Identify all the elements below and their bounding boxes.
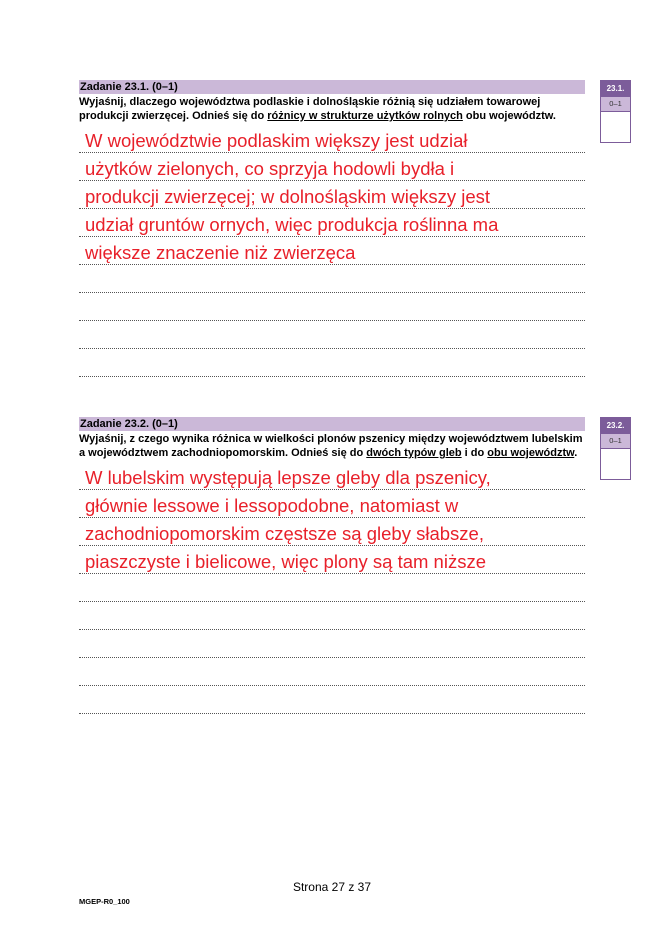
score-range: 0–1 (601, 433, 630, 448)
answer-line: zachodniopomorskim częstsze są gleby słabsze, (85, 523, 484, 544)
task-header: Zadanie 23.2. (0–1) (79, 417, 585, 431)
task-23-1 (79, 80, 585, 377)
score-range: 0–1 (601, 96, 630, 111)
answer-line: większe znaczenie niż zwierzęca (85, 242, 356, 263)
handwritten-answer (85, 127, 585, 267)
document-code: MGEP-R0_100 (79, 897, 130, 906)
answer-area[interactable] (79, 125, 585, 377)
answer-line: W województwie podlaskim większy jest udział (85, 130, 468, 151)
task-instruction: Wyjaśnij, dlaczego województwa podlaskie i dolnośląskie różnią się udziałem towarowej produkcji zwierzęcej. Odnieś się do różnicy w strukturze użytków rolnych obu województw. (79, 96, 556, 122)
answer-line: użytków zielonych, co sprzyja hodowli bydła i (85, 158, 455, 179)
score-code: 23.1. (601, 81, 630, 96)
handwritten-answer (85, 464, 585, 576)
answer-line: głównie lessowe i lessopodobne, natomiast w (85, 495, 459, 516)
score-box-23-1 (600, 80, 631, 143)
answer-line: W lubelskim występują lepsze gleby dla pszenicy, (85, 467, 491, 488)
task-instruction: Wyjaśnij, z czego wynika różnica w wielkości plonów pszenicy między województwem lubelskim a województwem zachodniopomorskim. Odnieś się do dwóch typów gleb i do obu województw. (79, 433, 583, 459)
score-code: 23.2. (601, 418, 630, 433)
answer-line: piaszczyste i bielicowe, więc plony są tam niższe (85, 551, 486, 572)
task-header: Zadanie 23.1. (0–1) (79, 80, 585, 94)
score-box-23-2 (600, 417, 631, 480)
page-number: Strona 27 z 37 (292, 880, 372, 894)
answer-line: produkcji zwierzęcej; w dolnośląskim większy jest (85, 186, 491, 207)
score-field[interactable] (601, 448, 630, 479)
score-field[interactable] (601, 111, 630, 142)
answer-line: udział gruntów ornych, więc produkcja roślinna ma (85, 214, 499, 235)
answer-area[interactable] (79, 462, 585, 714)
task-23-2 (79, 417, 585, 714)
